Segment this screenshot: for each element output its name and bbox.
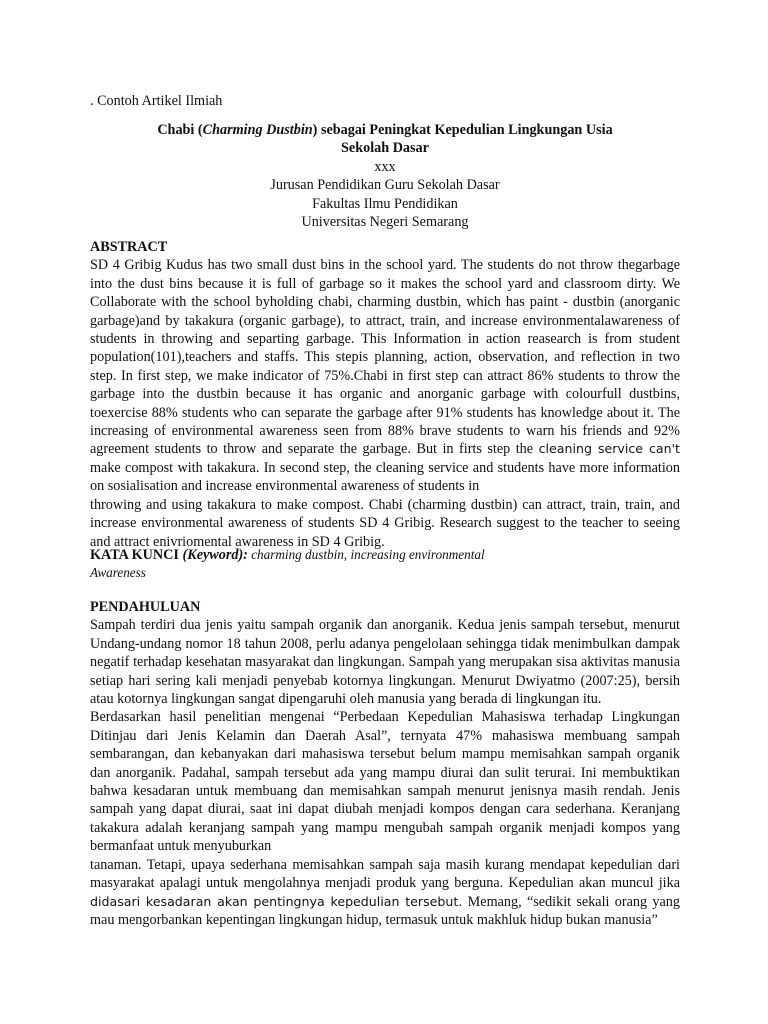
title-suffix: ) sebagai Peningkat Kepedulian Lingkungan Usia xyxy=(312,122,613,138)
keywords-label xyxy=(90,547,248,563)
article-title-line2: Sekolah Dasar xyxy=(341,140,429,157)
abstract-text-tail: make compost with takakura. In second step, the cleaning service and students have more information on sosialisation and increase environmental awareness of students in xyxy=(90,459,680,495)
title-block xyxy=(90,121,680,231)
abstract-body-2: throwing and using takakura to make compost. Chabi (charming dustbin) can attract, train, train, and increase environmental awareness of students SD 4 Gribig. Research suggest to the teacher to seeing and attract enivriomental awareness in SD 4 Gribig. xyxy=(90,496,680,550)
keywords-line xyxy=(90,546,680,564)
affiliation-faculty: Fakultas Ilmu Pendidikan xyxy=(312,195,458,212)
keywords-section xyxy=(90,546,680,583)
introduction-p3-sans: didasari kesadaran akan pentingnya kepedulian tersebut. xyxy=(90,893,463,909)
affiliation-university: Universitas Negeri Semarang xyxy=(301,214,469,231)
title-italic: Charming Dustbin xyxy=(202,122,313,138)
abstract-sans-text: cleaning service can't xyxy=(538,441,680,457)
abstract-text: SD 4 Gribig Kudus has two small dust bins in the school yard. The students do not throw thegarbage into the dust bins because it is full of garbage so it makes the school yard and classroom dirty. We Collaborate with the school byholding chabi, charming dustbin, which has paint - dustbin (anorganic garbage)and by takakura (organic garbage), to attract, train, and increase environmentalawareness of students in throwing and separting garbage. This Information in action reasearch is from student population(101),teachers and staffs. This stepis planning, action, observation, and reflection in two step. In first step, we make indicator of 75%.Chabi in first step can attract 86% students to throw the garbage into the dustbin because it has organic and anorganic garbage with colourfull dustbins, toexercise 88% students who can separate the garbage after 91% students has knowledge about it. The increasing of environmental awareness seen from 88% brave students to warn his friends and 92% agreement students to throw and separate the garbage. But in firts step the xyxy=(90,257,680,458)
abstract-heading: ABSTRACT xyxy=(90,239,168,255)
introduction-p3-text: tanaman. Tetapi, upaya sederhana memisahkan sampah saja masih kurang mendapat kepedulian dari masyarakat apalagi untuk mengolahnya menjadi produk yang berguna. Kepedulian akan muncul jika xyxy=(90,856,680,892)
introduction-paragraph-2: Berdasarkan hasil penelitian mengenai “Perbedaan Kepedulian Mahasiswa terhadap Lingkungan Ditinjau dari Jenis Kelamin dan Daerah Asal”, ternyata 47% mahasiswa membuang sampah sembarangan, dan kebanyakan dari mahasiswa tersebut belum mampu memisahkan sampah organik dan anorganik. Padahal, sampah tersebut ada yang mampu diurai dan sulit terurai. Ini membuktikan bahwa kesadaran untuk membuang dan memisahkan sampah menurut jenisnya masih rendah. Jenis sampah yang dapat diurai, saat ini dapat diubah menjadi kompos dengan cara sederhana. Keranjang takakura adalah keranjang sampah yang mampu mengubah sampah organik menjadi kompos yang bermanfaat untuk menyuburkan xyxy=(90,709,680,855)
introduction-heading: PENDAHULUAN xyxy=(90,599,201,615)
keywords-text: charming dustbin, increasing environmental xyxy=(247,547,485,562)
keywords-label-prefix: KATA KUNCI xyxy=(90,547,183,563)
keywords-label-italic: (Keyword): xyxy=(182,547,248,563)
title-prefix: Chabi ( xyxy=(157,122,203,138)
introduction-paragraph-1: Sampah terdiri dua jenis yaitu sampah organik dan anorganik. Kedua jenis sampah tersebut, menurut Undang-undang nomor 18 tahun 2008, perlu adanya pengelolaan sehingga tidak menimbulkan dampak negatif terhadap kesehatan masyarakat dan lingkungan. Sampah yang merupakan sisa aktivitas manusia setiap hari sering kali menjadi penyebab kotornya lingkungan. Menurut Dwiyatmo (2007:25), bersih atau kotornya lingkungan sangat dipengaruhi oleh manusia yang berada di lingkungan itu. xyxy=(90,617,680,708)
author: xxx xyxy=(374,158,396,175)
keywords-text-line2: Awareness xyxy=(90,565,146,581)
introduction-p3-tail: Memang, “sedikit sekali orang yang mau mengorbankan kepentingan lingkungan hidup, termasuk untuk makhluk hidup bukan manusia” xyxy=(90,893,680,928)
introduction-paragraph-3 xyxy=(90,856,680,930)
abstract-body-1 xyxy=(90,256,680,495)
document-label: . Contoh Artikel Ilmiah xyxy=(90,93,223,109)
affiliation-department: Jurusan Pendidikan Guru Sekolah Dasar xyxy=(270,177,500,194)
article-title xyxy=(90,121,680,139)
abstract-section xyxy=(90,238,680,551)
introduction-section xyxy=(90,598,680,929)
